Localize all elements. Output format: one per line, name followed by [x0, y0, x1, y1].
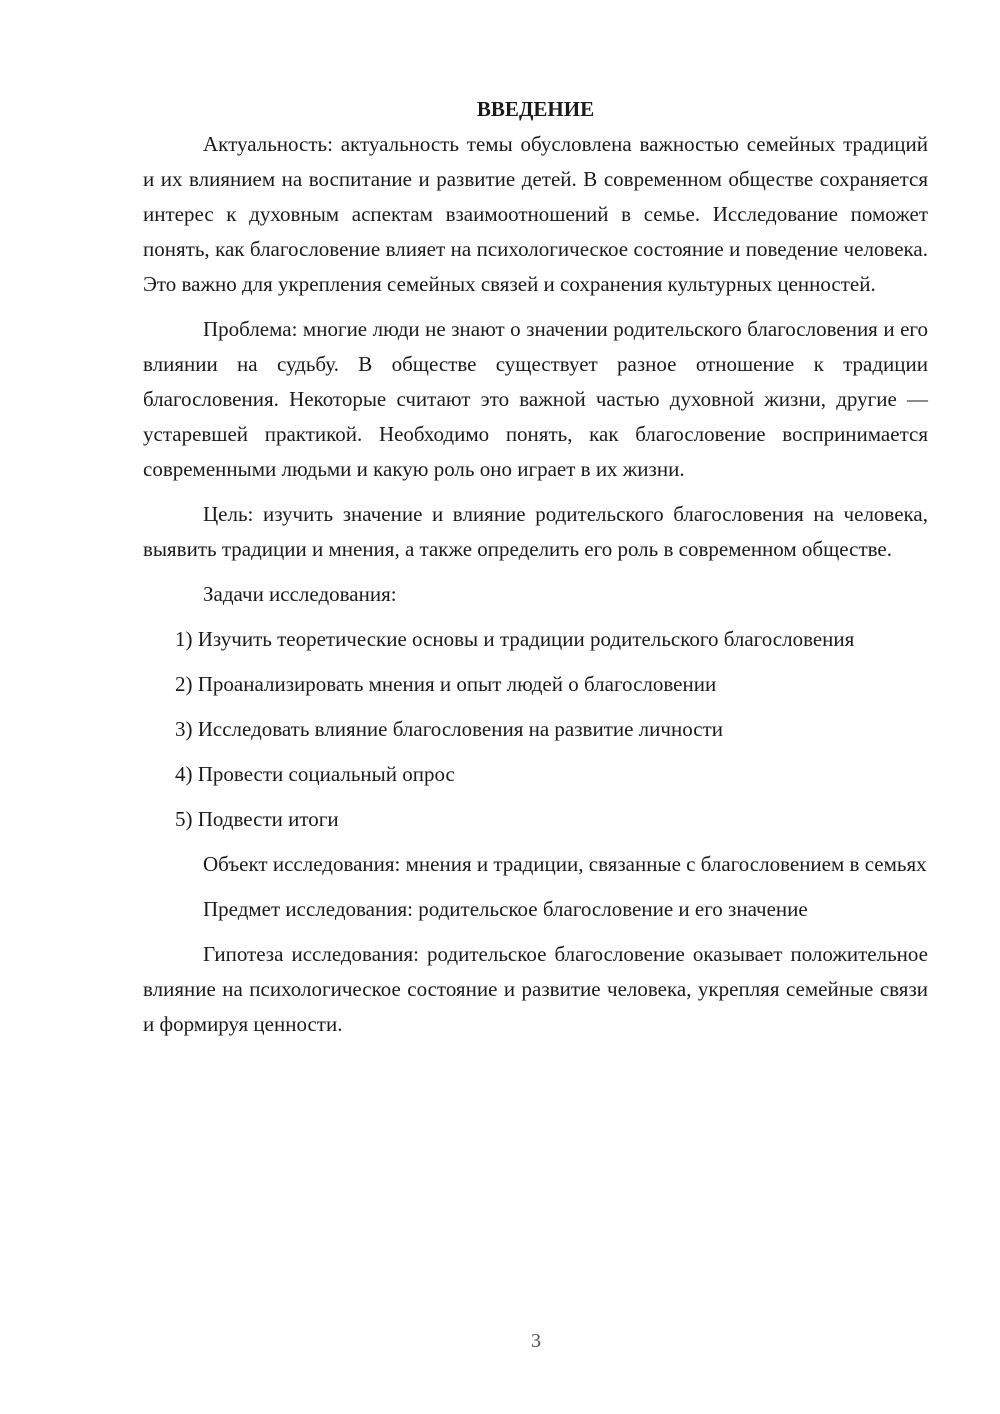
page-number: 3: [531, 1330, 541, 1352]
document-page: [143, 92, 928, 1052]
object-paragraph: Объект исследования: мнения и традиции, связанные с благословением в семьях: [203, 852, 927, 876]
task-item: 3) Исследовать влияние благословения на развитие личности: [175, 717, 723, 741]
task-item: 5) Подвести итоги: [175, 807, 339, 831]
goal-paragraph: Цель: изучить значение и влияние родительского благословения на человека, выявить традиции и мнения, а также определить его роль в современном обществе.: [143, 502, 928, 561]
tasks-list: [143, 622, 928, 837]
relevance-paragraph: Актуальность: актуальность темы обусловлена важностью семейных традиций и их влиянием на воспитание и развитие детей. В современном обществе сохраняется интерес к духовным аспектам взаимоотношений в семье. Исследование поможет понять, как благословение влияет на психологическое состояние и поведение человека. Это важно для укрепления семейных связей и сохранения культурных ценностей.: [143, 132, 928, 296]
problem-paragraph: Проблема: многие люди не знают о значении родительского благословения и его влиянии на судьбу. В обществе существует разное отношение к традиции благословения. Некоторые считают это важной частью духовной жизни, другие — устаревшей практикой. Необходимо понять, как благословение воспринимается современными людьми и какую роль оно играет в их жизни.: [143, 317, 928, 481]
subject-paragraph: Предмет исследования: родительское благословение и его значение: [203, 897, 808, 921]
hypothesis-paragraph: Гипотеза исследования: родительское благословение оказывает положительное влияние на психологическое состояние и развитие человека, укрепляя семейные связи и формируя ценности.: [143, 942, 928, 1036]
task-item: 2) Проанализировать мнения и опыт людей о благословении: [175, 672, 717, 696]
tasks-heading: Задачи исследования:: [203, 582, 397, 606]
section-title: ВВЕДЕНИЕ: [476, 97, 595, 121]
task-item: 4) Провести социальный опрос: [175, 762, 455, 786]
task-item: 1) Изучить теоретические основы и традиции родительского благословения: [175, 627, 855, 651]
